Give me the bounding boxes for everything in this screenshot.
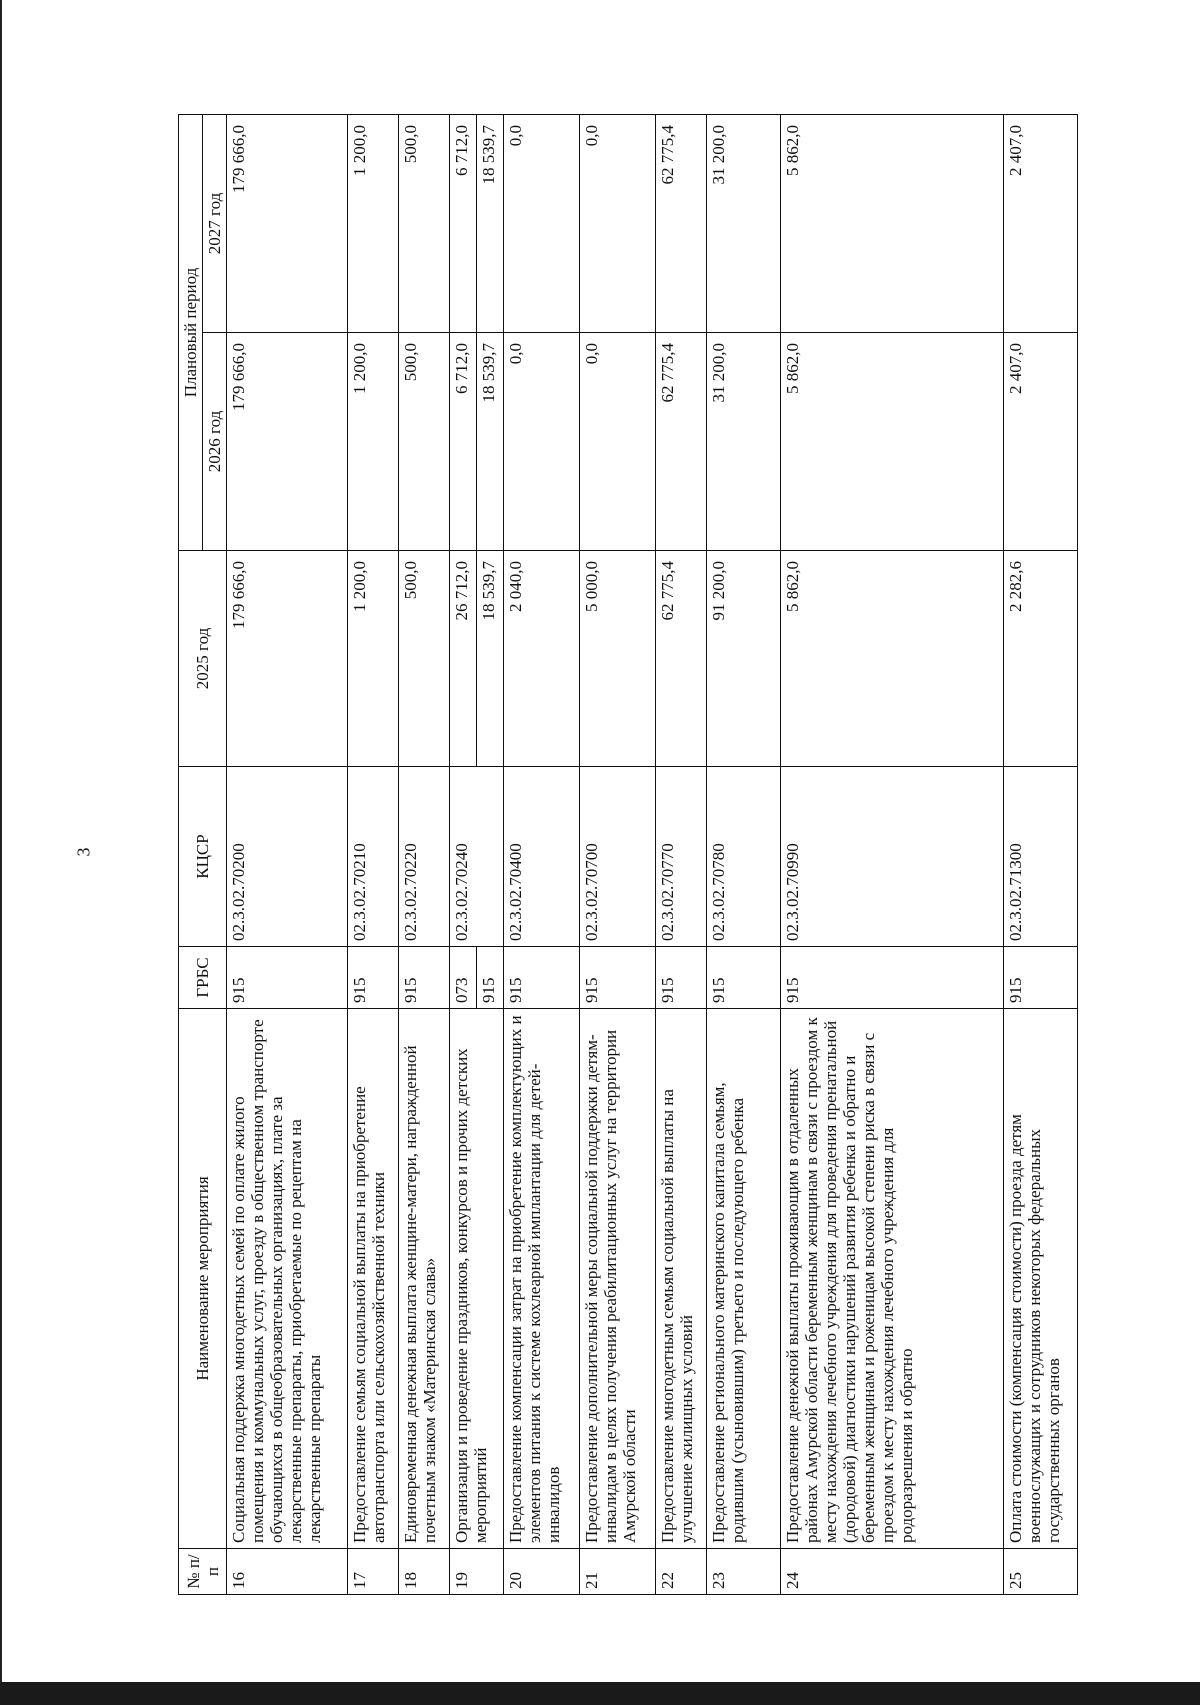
row-no: 24	[780, 1549, 1003, 1595]
header-2026: 2026 год	[203, 333, 227, 551]
row-kcsr: 02.3.02.70240	[450, 767, 504, 947]
row-grbs: 915	[1004, 947, 1078, 1009]
row-grbs: 915	[707, 947, 781, 1009]
row-no: 25	[1004, 1549, 1078, 1595]
row-2026: 5 862,0	[780, 333, 1003, 551]
row-2026: 179 666,0	[227, 333, 348, 551]
row-2025: 5 000,0	[579, 551, 655, 767]
row-2027: 31 200,0	[707, 114, 781, 332]
page-number: 3	[73, 847, 94, 857]
row-no: 20	[503, 1549, 579, 1595]
row-2026: 31 200,0	[707, 333, 781, 551]
scan-edge-left	[0, 0, 2, 1705]
row-2027: 500,0	[398, 114, 449, 332]
row-2026: 6 712,0	[450, 333, 477, 551]
row-name: Единовременная денежная выплата женщине-матери, награжденной почетным знаком «Материнская слава»	[398, 1009, 449, 1549]
row-2025: 1 200,0	[347, 551, 398, 767]
row-name: Предоставление регионального материнского капитала семьям, родившим (усыновившим) третьего и последующего ребенка	[707, 1009, 781, 1549]
row-grbs: 915	[579, 947, 655, 1009]
row-2025: 2 282,6	[1004, 551, 1078, 767]
row-2027: 6 712,0	[450, 114, 477, 332]
row-2025: 62 775,4	[655, 551, 706, 767]
row-name: Предоставление денежной выплаты проживающим в отдаленных районах Амурской области беременным женщинам в связи с проездом к месту нахождения лечебного учреждения для проведения пренатальной (дородовой) диагностики нарушений развития ребенка и обратно и беременным женщинам и роженицам высокой степени риска в связи с проездом к месту нахождения лечебного учреждения для родоразрешения и обратно	[780, 1009, 1003, 1549]
row-no: 18	[398, 1549, 449, 1595]
row-name: Предоставление дополнительной меры социальной поддержки детям-инвалидам в целях получения реабилитационных услуг на территории Амурской области	[579, 1009, 655, 1549]
row-2026: 62 775,4	[655, 333, 706, 551]
row-2027: 2 407,0	[1004, 114, 1078, 332]
row-grbs: 915	[503, 947, 579, 1009]
table-row	[1004, 114, 1078, 1594]
header-kcsr: КЦСР	[179, 767, 227, 947]
table-row	[655, 114, 706, 1594]
row-no: 21	[579, 1549, 655, 1595]
table-row	[707, 114, 781, 1594]
table-row	[503, 114, 579, 1594]
row-kcsr: 02.3.02.70780	[707, 767, 781, 947]
row-2026: 0,0	[503, 333, 579, 551]
table-row	[227, 114, 348, 1594]
table-row	[780, 114, 1003, 1594]
row-kcsr: 02.3.02.70400	[503, 767, 579, 947]
row-2025: 26 712,0	[450, 551, 477, 767]
row-name: Предоставление многодетным семьям социальной выплаты на улучшение жилищных условий	[655, 1009, 706, 1549]
row-name: Предоставление компенсации затрат на приобретение комплектующих и элементов питания к системе кохлеарной имплантации для детей-инвалидов	[503, 1009, 579, 1549]
row-name: Предоставление семьям социальной выплаты на приобретение автотранспорта или сельскохозяйственной техники	[347, 1009, 398, 1549]
header-grbs: ГРБС	[179, 947, 227, 1009]
header-plan-period: Плановый период	[179, 114, 203, 550]
row-2025: 5 862,0	[780, 551, 1003, 767]
row-grbs: 915	[655, 947, 706, 1009]
row-2027: 1 200,0	[347, 114, 398, 332]
row-2025: 18 539,7	[477, 551, 504, 767]
row-kcsr: 02.3.02.70210	[347, 767, 398, 947]
row-kcsr: 02.3.02.70770	[655, 767, 706, 947]
row-grbs: 915	[780, 947, 1003, 1009]
row-no: 23	[707, 1549, 781, 1595]
row-2027: 62 775,4	[655, 114, 706, 332]
row-2027: 18 539,7	[477, 114, 504, 332]
row-2025: 500,0	[398, 551, 449, 767]
row-kcsr: 02.3.02.70700	[579, 767, 655, 947]
row-2026: 2 407,0	[1004, 333, 1078, 551]
row-2025: 91 200,0	[707, 551, 781, 767]
row-kcsr: 02.3.02.70990	[780, 767, 1003, 947]
header-name: Наименование мероприятия	[179, 1009, 227, 1549]
row-2027: 179 666,0	[227, 114, 348, 332]
row-2026: 0,0	[579, 333, 655, 551]
row-name: Организация и проведение праздников, конкурсов и прочих детских мероприятий	[450, 1009, 504, 1549]
table-row	[398, 114, 449, 1594]
header-2025: 2025 год	[179, 551, 227, 767]
row-no: 22	[655, 1549, 706, 1595]
table-row	[579, 114, 655, 1594]
row-2025: 2 040,0	[503, 551, 579, 767]
row-name: Социальная поддержка многодетных семей по оплате жилого помещения и коммунальных услуг, проезду в общественном транспорте обучающихся в общеобразовательных организациях, плате за лекарственные препараты, приобретаемые по рецептам на лекарственные препараты	[227, 1009, 348, 1549]
scan-edge-bottom	[0, 1682, 1200, 1705]
row-grbs: 915	[477, 947, 504, 1009]
budget-table	[178, 114, 1078, 1595]
row-name: Оплата стоимости (компенсация стоимости) проезда детям военнослужащих и сотрудников некоторых федеральных государственных органов	[1004, 1009, 1078, 1549]
table-row	[347, 114, 398, 1594]
row-kcsr: 02.3.02.71300	[1004, 767, 1078, 947]
row-kcsr: 02.3.02.70220	[398, 767, 449, 947]
row-grbs: 915	[347, 947, 398, 1009]
row-grbs: 073	[450, 947, 477, 1009]
row-kcsr: 02.3.02.70200	[227, 767, 348, 947]
row-2026: 1 200,0	[347, 333, 398, 551]
row-grbs: 915	[398, 947, 449, 1009]
row-2027: 5 862,0	[780, 114, 1003, 332]
row-no: 19	[450, 1549, 504, 1595]
row-2027: 0,0	[503, 114, 579, 332]
row-2026: 500,0	[398, 333, 449, 551]
row-2026: 18 539,7	[477, 333, 504, 551]
budget-table-rotated	[178, 115, 1078, 1595]
header-2027: 2027 год	[203, 114, 227, 332]
row-2025: 179 666,0	[227, 551, 348, 767]
row-2027: 0,0	[579, 114, 655, 332]
row-grbs: 915	[227, 947, 348, 1009]
row-no: 16	[227, 1549, 348, 1595]
header-no: № п/п	[179, 1549, 227, 1595]
row-no: 17	[347, 1549, 398, 1595]
table-row	[450, 114, 477, 1594]
